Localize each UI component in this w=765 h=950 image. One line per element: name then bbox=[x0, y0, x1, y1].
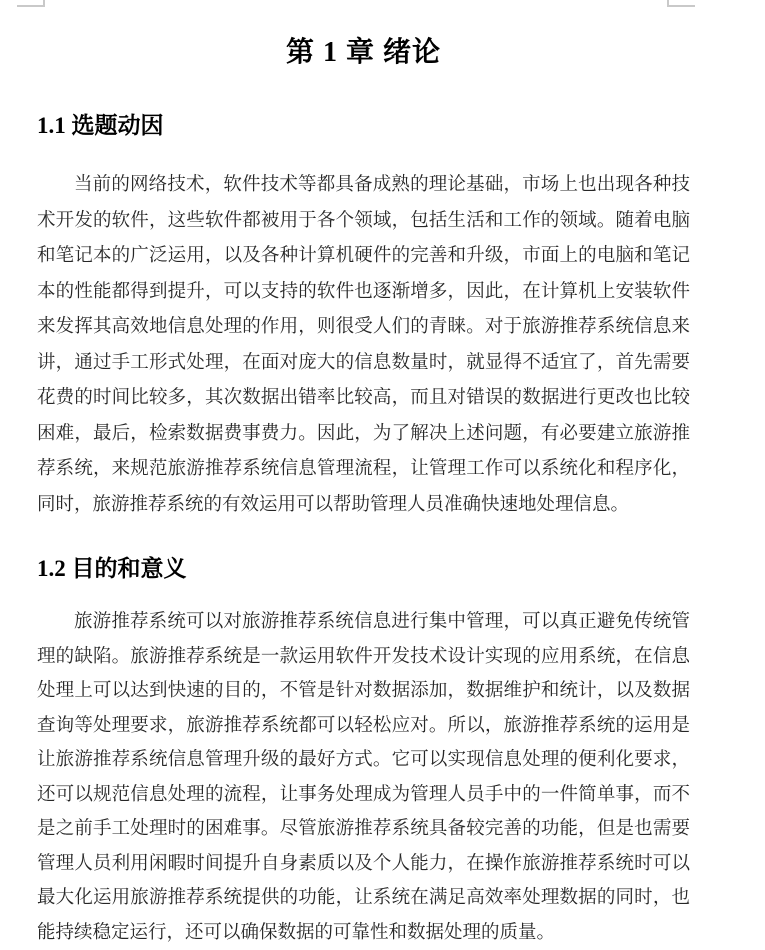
text-line: 最大化运用旅游推荐系统提供的功能，让系统在满足高效率处理数据的同时，也 bbox=[37, 881, 690, 916]
text-block bbox=[37, 0, 690, 950]
text-line: 当前的网络技术，软件技术等都具备成熟的理论基础，市场上也出现各种技 bbox=[37, 168, 690, 204]
text-line: 管理人员利用闲暇时间提升自身素质以及个人能力，在操作旅游推荐系统时可以 bbox=[37, 847, 690, 882]
text-line: 术开发的软件，这些软件都被用于各个领域，包括生活和工作的领域。随着电脑 bbox=[37, 204, 690, 240]
text-line: 还可以规范信息处理的流程，让事务处理成为管理人员手中的一件简单事，而不 bbox=[37, 778, 690, 813]
text-line: 处理上可以达到快速的目的，不管是针对数据添加，数据维护和统计，以及数据 bbox=[37, 674, 690, 709]
chapter-title: 第 1 章 绪论 bbox=[37, 38, 690, 68]
section-1-1-paragraph bbox=[37, 168, 690, 523]
text-line: 来发挥其高效地信息处理的作用，则很受人们的青睐。对于旅游推荐系统信息来 bbox=[37, 310, 690, 346]
text-line: 能持续稳定运行，还可以确保数据的可靠性和数据处理的质量。 bbox=[37, 916, 690, 950]
text-line: 荐系统，来规范旅游推荐系统信息管理流程，让管理工作可以系统化和程序化， bbox=[37, 452, 690, 488]
text-line: 讲，通过手工形式处理，在面对庞大的信息数量时，就显得不适宜了，首先需要 bbox=[37, 346, 690, 382]
text-line: 是之前手工处理时的困难事。尽管旅游推荐系统具备较完善的功能，但是也需要 bbox=[37, 812, 690, 847]
section-1-2-paragraph bbox=[37, 605, 690, 950]
text-line: 花费的时间比较多，其次数据出错率比较高，而且对错误的数据进行更改也比较 bbox=[37, 381, 690, 417]
text-line: 理的缺陷。旅游推荐系统是一款运用软件开发技术设计实现的应用系统，在信息 bbox=[37, 640, 690, 675]
text-line: 旅游推荐系统可以对旅游推荐系统信息进行集中管理，可以真正避免传统管 bbox=[37, 605, 690, 640]
section-1-1 bbox=[37, 113, 690, 523]
text-line: 同时，旅游推荐系统的有效运用可以帮助管理人员准确快速地处理信息。 bbox=[37, 488, 690, 524]
text-line: 和笔记本的广泛运用，以及各种计算机硬件的完善和升级，市面上的电脑和笔记 bbox=[37, 239, 690, 275]
text-line: 本的性能都得到提升，可以支持的软件也逐渐增多，因此，在计算机上安装软件 bbox=[37, 275, 690, 311]
section-1-1-heading: 1.1 选题动因 bbox=[37, 113, 690, 139]
section-1-2 bbox=[37, 556, 690, 950]
section-1-2-heading: 1.2 目的和意义 bbox=[37, 556, 690, 582]
text-line: 查询等处理要求，旅游推荐系统都可以轻松应对。所以，旅游推荐系统的运用是 bbox=[37, 709, 690, 744]
text-line: 让旅游推荐系统信息管理升级的最好方式。它可以实现信息处理的便利化要求， bbox=[37, 743, 690, 778]
text-line: 困难，最后，检索数据费事费力。因此，为了解决上述问题，有必要建立旅游推 bbox=[37, 417, 690, 453]
